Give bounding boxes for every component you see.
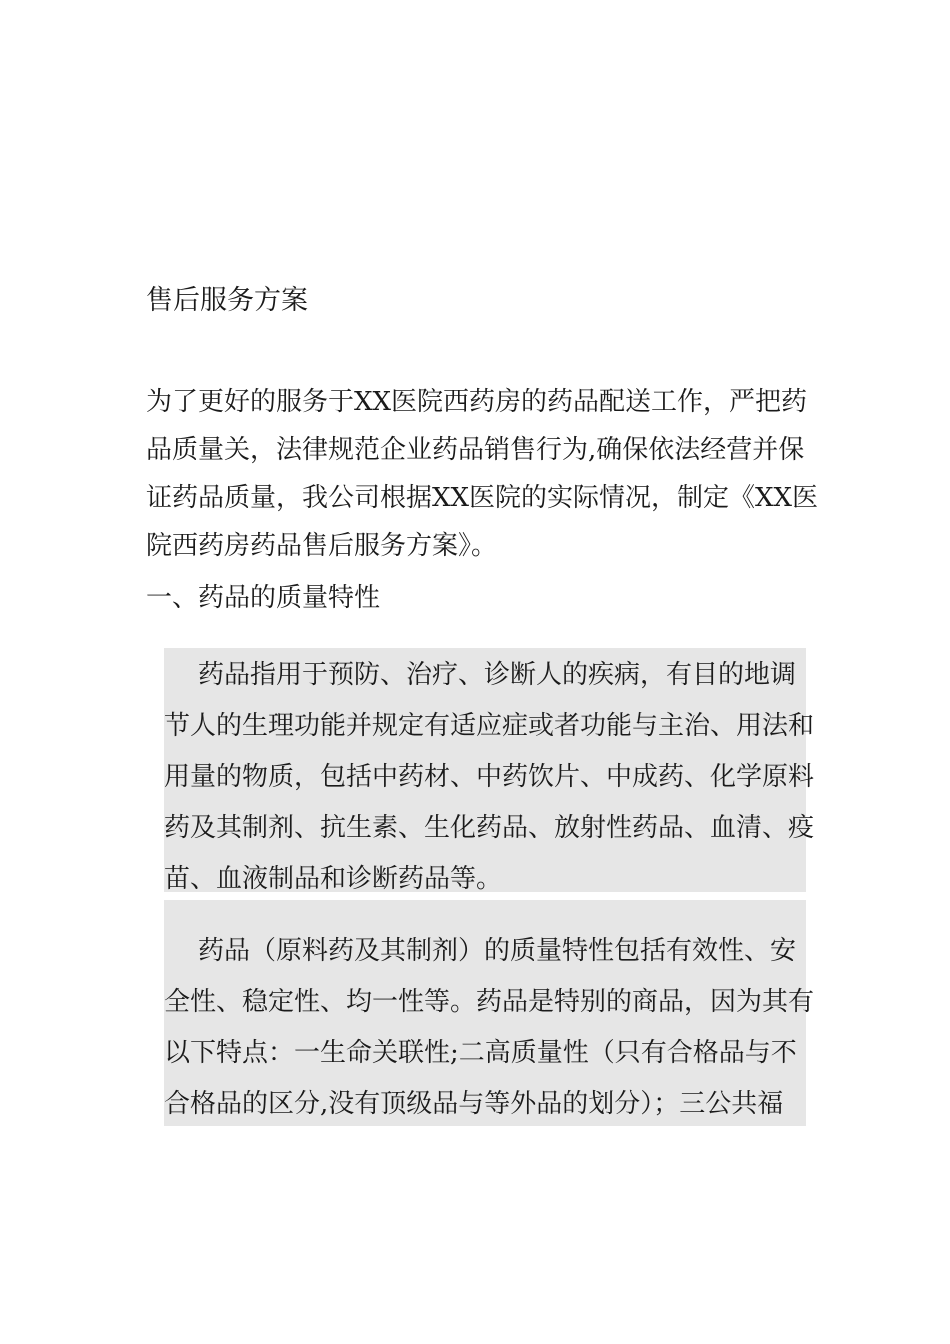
paragraph-line: 药及其制剂、抗生素、生化药品、放射性药品、血清、疫 (164, 813, 815, 843)
shaded-paragraph-definition (164, 648, 815, 894)
paragraph-line: 苗、血液制品和诊断药品等。 (164, 864, 503, 894)
intro-line: 院西药房药品售后服务方案》。 (146, 531, 498, 561)
section-heading: 一、药品的质量特性 (146, 583, 381, 613)
paragraph-line: 全性、稳定性、均一性等。药品是特别的商品，因为其有 (164, 987, 815, 1017)
document-title: 售后服务方案 (146, 285, 308, 316)
intro-line: 品质量关，法律规范企业药品销售行为,确保依法经营并保 (146, 435, 805, 465)
intro-line: 为了更好的服务于XX医院西药房的药品配送工作，严把药 (146, 387, 808, 417)
paragraph-line: 用量的物质，包括中药材、中药饮片、中成药、化学原料 (164, 762, 815, 792)
paragraph-line: 以下特点：一生命关联性;二高质量性（只有合格品与不 (164, 1038, 797, 1068)
intro-paragraph (146, 378, 819, 570)
paragraph-line: 合格品的区分,没有顶级品与等外品的划分）；三公共福 (164, 1089, 784, 1119)
paragraph-line: 药品（原料药及其制剂）的质量特性包括有效性、安 (198, 936, 797, 966)
paragraph-line: 节人的生理功能并规定有适应症或者功能与主治、用法和 (164, 711, 815, 741)
intro-line: 证药品质量，我公司根据XX医院的实际情况，制定《XX医 (146, 483, 819, 513)
shaded-paragraph-quality (164, 900, 815, 1126)
paragraph-line: 药品指用于预防、治疗、诊断人的疾病，有目的地调 (198, 660, 797, 690)
